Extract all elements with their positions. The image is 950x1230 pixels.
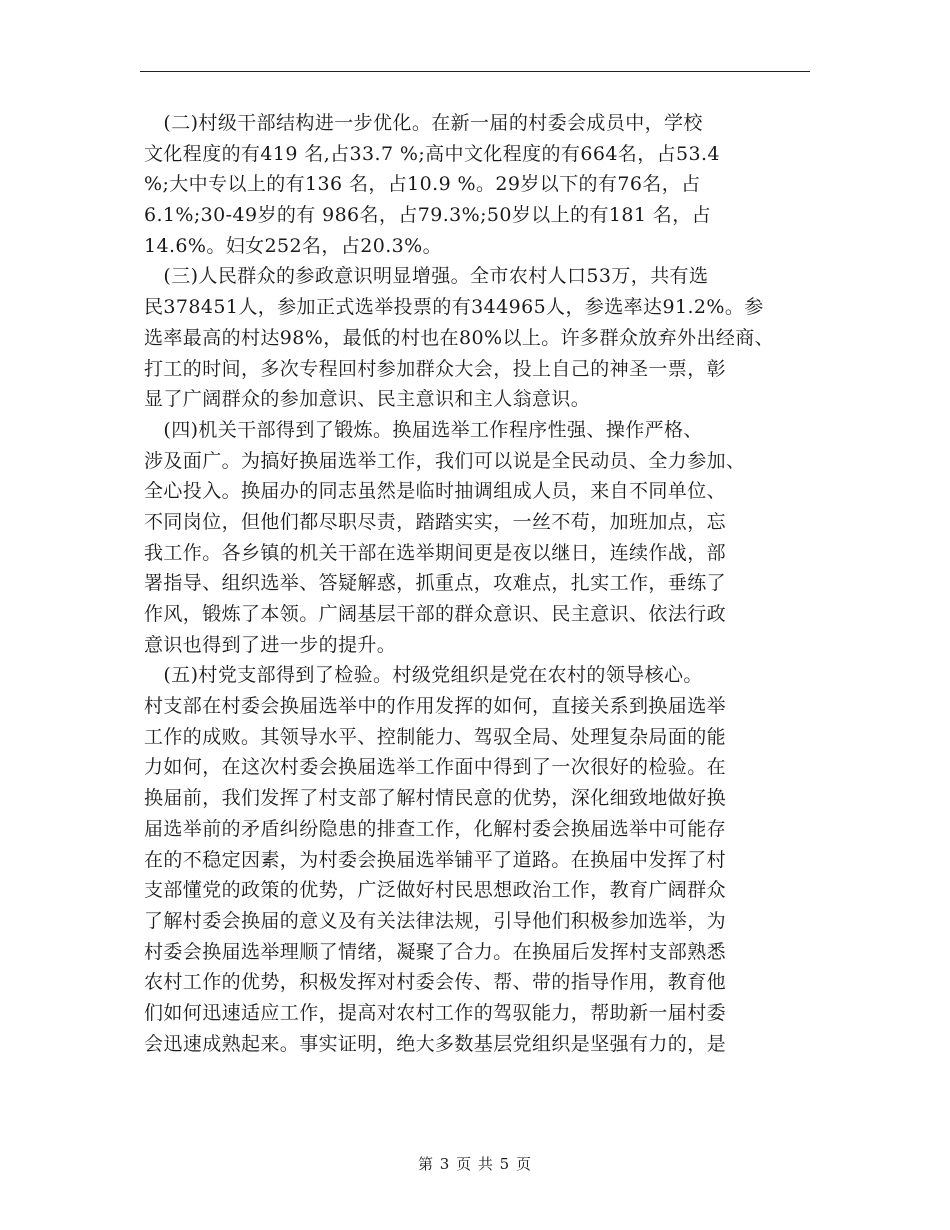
text-line: 村委会换届选举理顺了情绪，凝聚了合力。在换届后发挥村支部熟悉 bbox=[144, 940, 727, 963]
text-line: 意识也得到了进一步的提升。 bbox=[144, 633, 397, 656]
text-line: 文化程度的有419 名,占33.7 %;高中文化程度的有664名，占53.4 bbox=[144, 142, 720, 165]
text-line: 署指导、组织选举、答疑解惑，抓重点，攻难点，扎实工作，垂练了 bbox=[144, 572, 727, 595]
text-line: 选率最高的村达98%，最低的村也在80%以上。许多群众放弃外出经商、 bbox=[144, 326, 775, 349]
text-line: 显了广阔群众的参加意识、民主意识和主人翁意识。 bbox=[144, 388, 591, 411]
text-line: 工作的成败。其领导水平、控制能力、驾驭全局、处理复杂局面的能 bbox=[144, 725, 727, 748]
page-number-footer: 第 3 页 共 5 页 bbox=[418, 1155, 532, 1173]
text-line: 会迅速成熟起来。事实证明，绝大多数基层党组织是坚强有力的，是 bbox=[144, 1032, 727, 1055]
text-line: 支部懂党的政策的优势，广泛做好村民思想政治工作，教育广阔群众 bbox=[144, 879, 727, 902]
text-line: 民378451人，参加正式选举投票的有344965人，参选率达91.2%。参 bbox=[144, 296, 764, 319]
text-line: 全心投入。换届办的同志虽然是临时抽调组成人员，来自不同单位、 bbox=[144, 480, 727, 503]
text-line: 涉及面广。为搞好换届选举工作，我们可以说是全民动员、全力参加、 bbox=[144, 449, 746, 472]
text-line: 届选举前的矛盾纠纷隐患的排查工作，化解村委会换届选举中可能存 bbox=[144, 817, 727, 840]
text-line: (四)机关干部得到了锻炼。换届选举工作程序性强、操作严格、 bbox=[144, 418, 703, 441]
text-line: (二)村级干部结构进一步优化。在新一届的村委会成员中，学校 bbox=[144, 112, 703, 134]
header-rule bbox=[140, 71, 810, 72]
text-line: %;大中专以上的有136 名，占10.9 %。29岁以下的有76名，占 bbox=[144, 173, 701, 196]
text-line: 了解村委会换届的意义及有关法律法规，引导他们积极参加选举，为 bbox=[144, 909, 727, 932]
text-line: 6.1%;30-49岁的有 986名，占79.3%;50岁以上的有181 名，占 bbox=[144, 204, 711, 227]
text-line: 换届前，我们发挥了村支部了解村情民意的优势，深化细致地做好换 bbox=[144, 787, 727, 810]
text-line: 农村工作的优势，积极发挥对村委会传、帮、带的指导作用，教育他 bbox=[144, 971, 727, 994]
text-line: 不同岗位，但他们都尽职尽责，踏踏实实，一丝不苟，加班加点，忘 bbox=[144, 510, 727, 533]
document-body bbox=[144, 108, 809, 1059]
text-line: 村支部在村委会换届选举中的作用发挥的如何，直接关系到换届选举 bbox=[144, 695, 727, 718]
text-line: 我工作。各乡镇的机关干部在选举期间更是夜以继日，连续作战，部 bbox=[144, 541, 727, 564]
text-line: (三)人民群众的参政意识明显增强。全市农村人口53万，共有选 bbox=[144, 265, 709, 288]
text-line: 在的不稳定因素，为村委会换届选举铺平了道路。在换届中发挥了村 bbox=[144, 848, 727, 871]
text-line: (五)村党支部得到了检验。村级党组织是党在农村的领导核心。 bbox=[144, 664, 703, 687]
text-line: 们如何迅速适应工作，提高对农村工作的驾驭能力，帮助新一届村委 bbox=[144, 1001, 727, 1024]
text-line: 力如何，在这次村委会换届选举工作面中得到了一次很好的检验。在 bbox=[144, 756, 727, 779]
text-line: 14.6%。妇女252名，占20.3%。 bbox=[144, 234, 442, 257]
text-line: 作风，锻炼了本领。广阔基层干部的群众意识、民主意识、依法行政 bbox=[144, 603, 727, 625]
text-line: 打工的时间，多次专程回村参加群众大会，投上自己的神圣一票，彰 bbox=[144, 357, 727, 380]
